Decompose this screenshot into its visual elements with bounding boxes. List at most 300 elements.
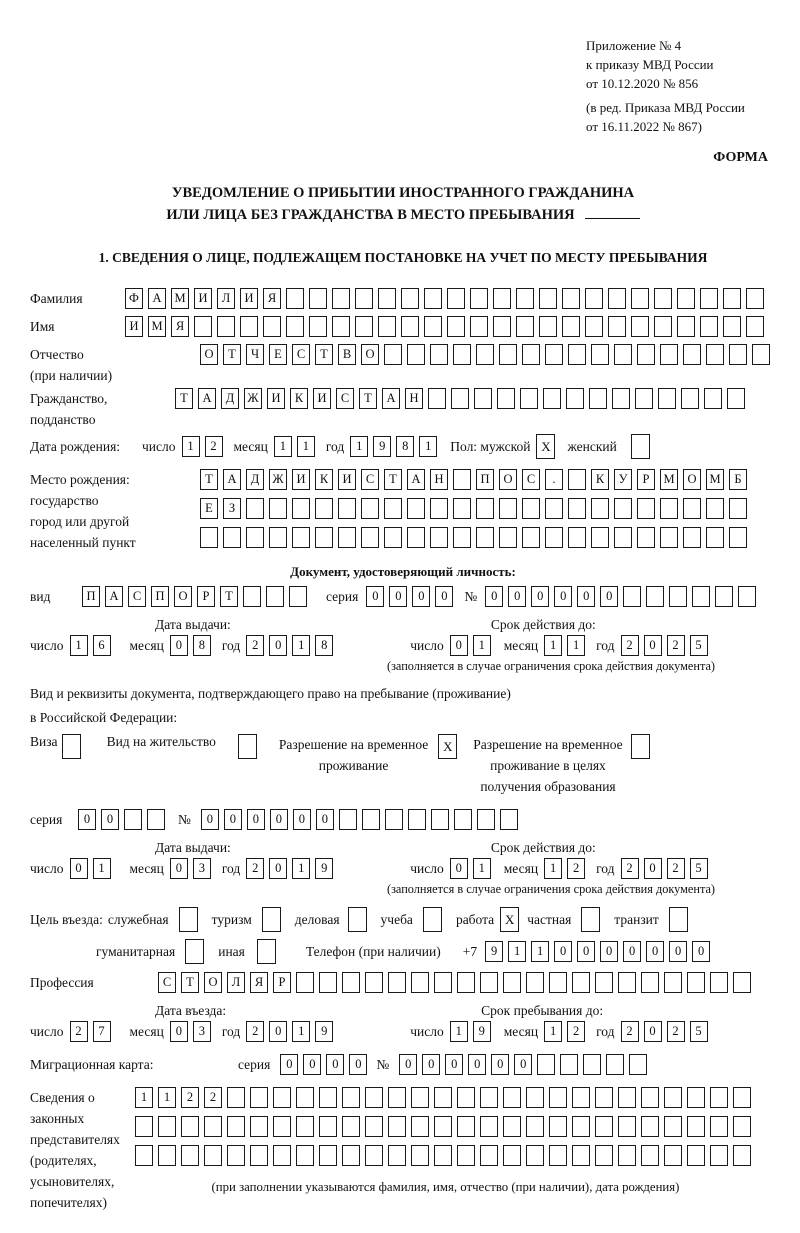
- form-cell[interactable]: [388, 972, 406, 993]
- form-cell[interactable]: [545, 527, 563, 548]
- form-cell[interactable]: [738, 586, 756, 607]
- form-cell[interactable]: [664, 972, 682, 993]
- form-cell[interactable]: [289, 586, 307, 607]
- form-cell[interactable]: Ж: [269, 469, 287, 490]
- form-cell[interactable]: [361, 498, 379, 519]
- form-cell[interactable]: [355, 316, 373, 337]
- form-cell[interactable]: [664, 1087, 682, 1108]
- form-cell[interactable]: [424, 288, 442, 309]
- form-cell[interactable]: [453, 344, 471, 365]
- form-cell[interactable]: [365, 972, 383, 993]
- form-cell[interactable]: 1: [473, 635, 491, 656]
- form-cell[interactable]: [457, 1087, 475, 1108]
- purpose-private-checkbox[interactable]: [581, 907, 600, 932]
- form-cell[interactable]: 1: [292, 858, 310, 879]
- form-cell[interactable]: И: [338, 469, 356, 490]
- form-cell[interactable]: 0: [170, 635, 188, 656]
- form-cell[interactable]: О: [174, 586, 192, 607]
- form-cell[interactable]: [543, 388, 561, 409]
- form-cell[interactable]: [424, 316, 442, 337]
- form-cell[interactable]: 0: [366, 586, 384, 607]
- form-cell[interactable]: 2: [70, 1021, 88, 1042]
- form-cell[interactable]: [296, 1116, 314, 1137]
- form-cell[interactable]: [591, 527, 609, 548]
- form-cell[interactable]: [612, 388, 630, 409]
- form-cell[interactable]: 9: [485, 941, 503, 962]
- form-cell[interactable]: [477, 809, 495, 830]
- form-cell[interactable]: [474, 388, 492, 409]
- form-cell[interactable]: [637, 498, 655, 519]
- form-cell[interactable]: 0: [389, 586, 407, 607]
- form-cell[interactable]: [263, 316, 281, 337]
- form-cell[interactable]: [292, 527, 310, 548]
- form-cell[interactable]: [476, 344, 494, 365]
- form-cell[interactable]: [727, 388, 745, 409]
- form-cell[interactable]: Е: [200, 498, 218, 519]
- form-cell[interactable]: Б: [729, 469, 747, 490]
- form-cell[interactable]: Е: [269, 344, 287, 365]
- form-cell[interactable]: О: [683, 469, 701, 490]
- form-cell[interactable]: [158, 1116, 176, 1137]
- form-cell[interactable]: [629, 1054, 647, 1075]
- form-cell[interactable]: [729, 344, 747, 365]
- form-cell[interactable]: [223, 527, 241, 548]
- form-cell[interactable]: [706, 344, 724, 365]
- form-cell[interactable]: [516, 288, 534, 309]
- form-cell[interactable]: [660, 344, 678, 365]
- form-cell[interactable]: [499, 344, 517, 365]
- form-cell[interactable]: 0: [435, 586, 453, 607]
- form-cell[interactable]: [700, 316, 718, 337]
- form-cell[interactable]: К: [591, 469, 609, 490]
- form-cell[interactable]: [503, 972, 521, 993]
- form-cell[interactable]: [309, 316, 327, 337]
- form-cell[interactable]: 7: [93, 1021, 111, 1042]
- form-cell[interactable]: Я: [263, 288, 281, 309]
- form-cell[interactable]: [568, 527, 586, 548]
- form-cell[interactable]: 9: [315, 1021, 333, 1042]
- form-cell[interactable]: 2: [181, 1087, 199, 1108]
- form-cell[interactable]: [572, 1116, 590, 1137]
- form-cell[interactable]: [204, 1116, 222, 1137]
- form-cell[interactable]: 0: [450, 858, 468, 879]
- form-cell[interactable]: [522, 344, 540, 365]
- form-cell[interactable]: С: [158, 972, 176, 993]
- form-cell[interactable]: [549, 1116, 567, 1137]
- form-cell[interactable]: [457, 1116, 475, 1137]
- form-cell[interactable]: [342, 1087, 360, 1108]
- purpose-business-checkbox[interactable]: [348, 907, 367, 932]
- form-cell[interactable]: [664, 1116, 682, 1137]
- form-cell[interactable]: [407, 498, 425, 519]
- form-cell[interactable]: 1: [135, 1087, 153, 1108]
- form-cell[interactable]: [710, 1087, 728, 1108]
- form-cell[interactable]: [614, 527, 632, 548]
- form-cell[interactable]: [560, 1054, 578, 1075]
- form-cell[interactable]: 0: [669, 941, 687, 962]
- form-cell[interactable]: [549, 972, 567, 993]
- form-cell[interactable]: [430, 498, 448, 519]
- form-cell[interactable]: [637, 527, 655, 548]
- form-cell[interactable]: Т: [315, 344, 333, 365]
- form-cell[interactable]: [591, 344, 609, 365]
- form-cell[interactable]: 2: [567, 1021, 585, 1042]
- form-cell[interactable]: О: [361, 344, 379, 365]
- form-cell[interactable]: А: [148, 288, 166, 309]
- form-cell[interactable]: Т: [223, 344, 241, 365]
- purpose-transit-checkbox[interactable]: [669, 907, 688, 932]
- form-cell[interactable]: [692, 586, 710, 607]
- form-cell[interactable]: Ф: [125, 288, 143, 309]
- form-cell[interactable]: [135, 1116, 153, 1137]
- form-cell[interactable]: П: [82, 586, 100, 607]
- form-cell[interactable]: [388, 1116, 406, 1137]
- form-cell[interactable]: [338, 498, 356, 519]
- form-cell[interactable]: [687, 972, 705, 993]
- form-cell[interactable]: [585, 316, 603, 337]
- form-cell[interactable]: 0: [293, 809, 311, 830]
- form-cell[interactable]: [240, 316, 258, 337]
- form-cell[interactable]: [526, 1087, 544, 1108]
- form-cell[interactable]: [608, 288, 626, 309]
- form-cell[interactable]: 1: [70, 635, 88, 656]
- form-cell[interactable]: 0: [577, 941, 595, 962]
- form-cell[interactable]: [516, 316, 534, 337]
- form-cell[interactable]: Р: [197, 586, 215, 607]
- form-cell[interactable]: С: [292, 344, 310, 365]
- form-cell[interactable]: 0: [303, 1054, 321, 1075]
- form-cell[interactable]: [411, 972, 429, 993]
- form-cell[interactable]: [292, 498, 310, 519]
- form-cell[interactable]: 2: [204, 1087, 222, 1108]
- form-cell[interactable]: [227, 1116, 245, 1137]
- form-cell[interactable]: [309, 288, 327, 309]
- form-cell[interactable]: 1: [350, 436, 368, 457]
- form-cell[interactable]: 1: [292, 1021, 310, 1042]
- form-cell[interactable]: М: [660, 469, 678, 490]
- form-cell[interactable]: 0: [247, 809, 265, 830]
- form-cell[interactable]: Р: [273, 972, 291, 993]
- form-cell[interactable]: [520, 388, 538, 409]
- residence-permit-checkbox[interactable]: [238, 734, 257, 759]
- form-cell[interactable]: [365, 1116, 383, 1137]
- form-cell[interactable]: [296, 972, 314, 993]
- form-cell[interactable]: [269, 527, 287, 548]
- form-cell[interactable]: [453, 527, 471, 548]
- form-cell[interactable]: [499, 527, 517, 548]
- form-cell[interactable]: [286, 316, 304, 337]
- form-cell[interactable]: Т: [220, 586, 238, 607]
- temp-residence-education-checkbox[interactable]: [631, 734, 650, 759]
- form-cell[interactable]: [250, 1087, 268, 1108]
- form-cell[interactable]: 0: [269, 635, 287, 656]
- form-cell[interactable]: [614, 344, 632, 365]
- form-cell[interactable]: [591, 498, 609, 519]
- form-cell[interactable]: 0: [445, 1054, 463, 1075]
- form-cell[interactable]: 0: [531, 586, 549, 607]
- form-cell[interactable]: [431, 809, 449, 830]
- form-cell[interactable]: [342, 1116, 360, 1137]
- temp-residence-checkbox[interactable]: X: [438, 734, 457, 759]
- form-cell[interactable]: [286, 288, 304, 309]
- form-cell[interactable]: С: [336, 388, 354, 409]
- form-cell[interactable]: [147, 809, 165, 830]
- form-cell[interactable]: [497, 388, 515, 409]
- form-cell[interactable]: 1: [274, 436, 292, 457]
- form-cell[interactable]: [631, 288, 649, 309]
- form-cell[interactable]: В: [338, 344, 356, 365]
- form-cell[interactable]: 0: [201, 809, 219, 830]
- form-cell[interactable]: 0: [422, 1054, 440, 1075]
- form-cell[interactable]: [319, 972, 337, 993]
- form-cell[interactable]: 3: [193, 858, 211, 879]
- form-cell[interactable]: [568, 498, 586, 519]
- form-cell[interactable]: [243, 586, 261, 607]
- form-cell[interactable]: [729, 527, 747, 548]
- form-cell[interactable]: [355, 288, 373, 309]
- form-cell[interactable]: [200, 527, 218, 548]
- form-cell[interactable]: [706, 527, 724, 548]
- form-cell[interactable]: О: [204, 972, 222, 993]
- form-cell[interactable]: 0: [316, 809, 334, 830]
- form-cell[interactable]: [503, 1116, 521, 1137]
- form-cell[interactable]: 1: [567, 635, 585, 656]
- form-cell[interactable]: [411, 1087, 429, 1108]
- form-cell[interactable]: [430, 344, 448, 365]
- form-cell[interactable]: О: [499, 469, 517, 490]
- form-cell[interactable]: [266, 586, 284, 607]
- form-cell[interactable]: [457, 972, 475, 993]
- form-cell[interactable]: [654, 316, 672, 337]
- form-cell[interactable]: [522, 498, 540, 519]
- form-cell[interactable]: [315, 498, 333, 519]
- form-cell[interactable]: [470, 288, 488, 309]
- form-cell[interactable]: Ж: [244, 388, 262, 409]
- form-cell[interactable]: [361, 527, 379, 548]
- form-cell[interactable]: 0: [646, 941, 664, 962]
- form-cell[interactable]: Я: [250, 972, 268, 993]
- form-cell[interactable]: М: [148, 316, 166, 337]
- form-cell[interactable]: 0: [577, 586, 595, 607]
- form-cell[interactable]: [407, 527, 425, 548]
- form-cell[interactable]: З: [223, 498, 241, 519]
- form-cell[interactable]: [710, 1116, 728, 1137]
- form-cell[interactable]: [618, 972, 636, 993]
- form-cell[interactable]: С: [361, 469, 379, 490]
- form-cell[interactable]: 0: [70, 858, 88, 879]
- form-cell[interactable]: 8: [193, 635, 211, 656]
- form-cell[interactable]: С: [522, 469, 540, 490]
- form-cell[interactable]: 1: [473, 858, 491, 879]
- form-cell[interactable]: [641, 972, 659, 993]
- form-cell[interactable]: [568, 469, 586, 490]
- form-cell[interactable]: Т: [384, 469, 402, 490]
- form-cell[interactable]: [454, 809, 472, 830]
- form-cell[interactable]: [637, 344, 655, 365]
- form-cell[interactable]: 1: [544, 858, 562, 879]
- form-cell[interactable]: 8: [315, 635, 333, 656]
- form-cell[interactable]: Т: [200, 469, 218, 490]
- form-cell[interactable]: [246, 527, 264, 548]
- form-cell[interactable]: 2: [667, 1021, 685, 1042]
- form-cell[interactable]: 6: [93, 635, 111, 656]
- form-cell[interactable]: [338, 527, 356, 548]
- form-cell[interactable]: [385, 809, 403, 830]
- form-cell[interactable]: 0: [349, 1054, 367, 1075]
- form-cell[interactable]: 0: [101, 809, 119, 830]
- form-cell[interactable]: [526, 1116, 544, 1137]
- form-cell[interactable]: [480, 1116, 498, 1137]
- form-cell[interactable]: 1: [182, 436, 200, 457]
- form-cell[interactable]: [660, 527, 678, 548]
- form-cell[interactable]: [408, 809, 426, 830]
- purpose-other-checkbox[interactable]: [257, 939, 276, 964]
- form-cell[interactable]: [401, 316, 419, 337]
- form-cell[interactable]: [583, 1054, 601, 1075]
- form-cell[interactable]: 0: [269, 858, 287, 879]
- form-cell[interactable]: 1: [158, 1087, 176, 1108]
- form-cell[interactable]: [723, 288, 741, 309]
- form-cell[interactable]: [618, 1116, 636, 1137]
- form-cell[interactable]: [480, 1087, 498, 1108]
- form-cell[interactable]: [729, 498, 747, 519]
- form-cell[interactable]: И: [194, 288, 212, 309]
- form-cell[interactable]: [568, 344, 586, 365]
- form-cell[interactable]: [384, 527, 402, 548]
- form-cell[interactable]: [562, 316, 580, 337]
- form-cell[interactable]: [246, 498, 264, 519]
- form-cell[interactable]: [635, 388, 653, 409]
- form-cell[interactable]: 1: [297, 436, 315, 457]
- form-cell[interactable]: 1: [93, 858, 111, 879]
- form-cell[interactable]: 1: [450, 1021, 468, 1042]
- form-cell[interactable]: [384, 344, 402, 365]
- form-cell[interactable]: [447, 316, 465, 337]
- form-cell[interactable]: [332, 316, 350, 337]
- form-cell[interactable]: П: [151, 586, 169, 607]
- form-cell[interactable]: [595, 1116, 613, 1137]
- form-cell[interactable]: 0: [170, 858, 188, 879]
- form-cell[interactable]: И: [240, 288, 258, 309]
- form-cell[interactable]: Р: [637, 469, 655, 490]
- form-cell[interactable]: [476, 527, 494, 548]
- form-cell[interactable]: 0: [554, 586, 572, 607]
- form-cell[interactable]: 2: [205, 436, 223, 457]
- form-cell[interactable]: 0: [270, 809, 288, 830]
- form-cell[interactable]: 1: [544, 1021, 562, 1042]
- form-cell[interactable]: [503, 1087, 521, 1108]
- form-cell[interactable]: [549, 1087, 567, 1108]
- form-cell[interactable]: А: [223, 469, 241, 490]
- form-cell[interactable]: А: [407, 469, 425, 490]
- form-cell[interactable]: И: [313, 388, 331, 409]
- form-cell[interactable]: [269, 498, 287, 519]
- form-cell[interactable]: П: [476, 469, 494, 490]
- form-cell[interactable]: [606, 1054, 624, 1075]
- form-cell[interactable]: 0: [623, 941, 641, 962]
- form-cell[interactable]: [453, 469, 471, 490]
- form-cell[interactable]: 2: [667, 858, 685, 879]
- form-cell[interactable]: [428, 388, 446, 409]
- form-cell[interactable]: [493, 316, 511, 337]
- form-cell[interactable]: 0: [485, 586, 503, 607]
- form-cell[interactable]: Т: [181, 972, 199, 993]
- form-cell[interactable]: [537, 1054, 555, 1075]
- visa-checkbox[interactable]: [62, 734, 81, 759]
- form-cell[interactable]: [499, 498, 517, 519]
- form-cell[interactable]: 0: [269, 1021, 287, 1042]
- form-cell[interactable]: 0: [600, 941, 618, 962]
- form-cell[interactable]: [434, 1116, 452, 1137]
- form-cell[interactable]: [752, 344, 770, 365]
- form-cell[interactable]: [683, 498, 701, 519]
- form-cell[interactable]: [434, 972, 452, 993]
- form-cell[interactable]: [683, 527, 701, 548]
- form-cell[interactable]: [677, 316, 695, 337]
- form-cell[interactable]: 0: [280, 1054, 298, 1075]
- form-cell[interactable]: [434, 1087, 452, 1108]
- form-cell[interactable]: [526, 972, 544, 993]
- form-cell[interactable]: 1: [292, 635, 310, 656]
- form-cell[interactable]: 1: [419, 436, 437, 457]
- form-cell[interactable]: 0: [600, 586, 618, 607]
- form-cell[interactable]: 1: [531, 941, 549, 962]
- form-cell[interactable]: [217, 316, 235, 337]
- form-cell[interactable]: [733, 972, 751, 993]
- form-cell[interactable]: 0: [170, 1021, 188, 1042]
- form-cell[interactable]: [273, 1116, 291, 1137]
- form-cell[interactable]: Н: [405, 388, 423, 409]
- form-cell[interactable]: К: [315, 469, 333, 490]
- form-cell[interactable]: [342, 972, 360, 993]
- form-cell[interactable]: [681, 388, 699, 409]
- purpose-tourism-checkbox[interactable]: [262, 907, 281, 932]
- form-cell[interactable]: [250, 1116, 268, 1137]
- form-cell[interactable]: 0: [399, 1054, 417, 1075]
- form-cell[interactable]: У: [614, 469, 632, 490]
- form-cell[interactable]: 1: [508, 941, 526, 962]
- form-cell[interactable]: 0: [554, 941, 572, 962]
- form-cell[interactable]: [646, 586, 664, 607]
- form-cell[interactable]: 5: [690, 635, 708, 656]
- form-cell[interactable]: [388, 1087, 406, 1108]
- form-cell[interactable]: [572, 1087, 590, 1108]
- form-cell[interactable]: [545, 344, 563, 365]
- form-cell[interactable]: [623, 586, 641, 607]
- form-cell[interactable]: 0: [78, 809, 96, 830]
- form-cell[interactable]: 3: [193, 1021, 211, 1042]
- form-cell[interactable]: [687, 1116, 705, 1137]
- form-cell[interactable]: [319, 1087, 337, 1108]
- form-cell[interactable]: [500, 809, 518, 830]
- form-cell[interactable]: [746, 316, 764, 337]
- form-cell[interactable]: 2: [621, 1021, 639, 1042]
- form-cell[interactable]: Н: [430, 469, 448, 490]
- form-cell[interactable]: Д: [221, 388, 239, 409]
- form-cell[interactable]: Я: [171, 316, 189, 337]
- form-cell[interactable]: Т: [175, 388, 193, 409]
- form-cell[interactable]: [273, 1087, 291, 1108]
- form-cell[interactable]: [430, 527, 448, 548]
- form-cell[interactable]: 9: [315, 858, 333, 879]
- form-cell[interactable]: К: [290, 388, 308, 409]
- form-cell[interactable]: [493, 288, 511, 309]
- form-cell[interactable]: [704, 388, 722, 409]
- form-cell[interactable]: Д: [246, 469, 264, 490]
- form-cell[interactable]: [545, 498, 563, 519]
- form-cell[interactable]: [669, 586, 687, 607]
- form-cell[interactable]: [733, 1116, 751, 1137]
